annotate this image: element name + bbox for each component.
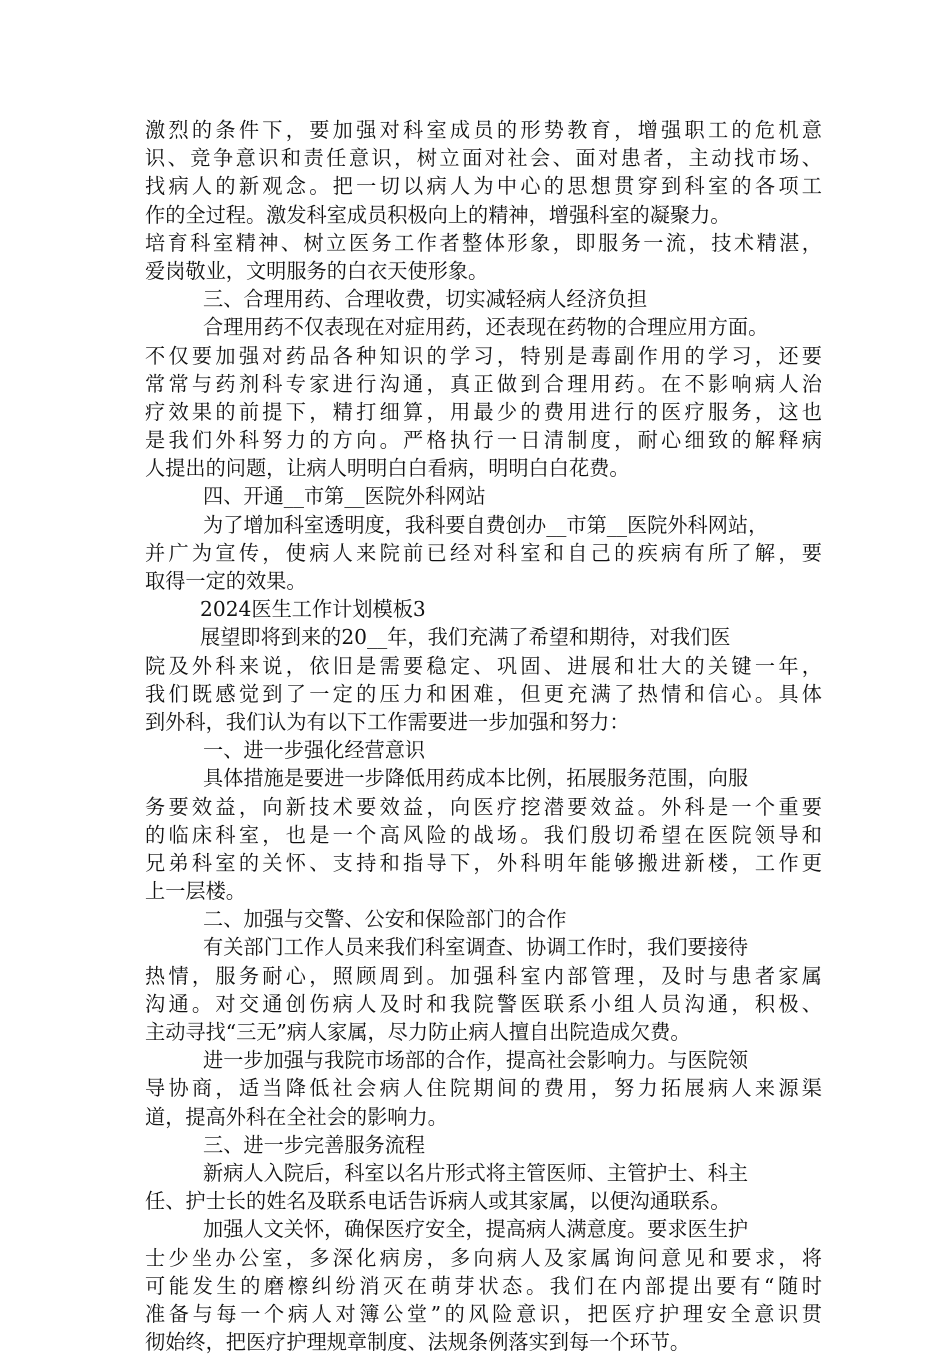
- text-line: 可能发生的磨檫纠纷消灭在萌芽状态。我们在内部提出要有“随时: [145, 1273, 822, 1298]
- text-line: 为了增加科室透明度，我科要自费创办__市第__医院外科网站，: [203, 512, 769, 537]
- text-line: 我们既感觉到了一定的压力和困难，但更充满了热情和信心。具体: [145, 681, 822, 706]
- text-line: 疗效果的前提下，精打细算，用最少的费用进行的医疗服务，这也: [145, 399, 822, 424]
- text-line: 常常与药剂科专家进行沟通，真正做到合理用药。在不影响病人治: [145, 371, 822, 396]
- text-line: 任、护士长的姓名及联系电话告诉病人或其家属，以便沟通联系。: [145, 1189, 731, 1214]
- text-line: 作的全过程。激发科室成员积极向上的精神，增强科室的凝聚力。: [145, 202, 731, 227]
- document-subtitle: 2024医生工作计划模板3: [200, 597, 426, 622]
- text-line: 合理用药不仅表现在对症用药，还表现在药物的合理应用方面。: [203, 315, 769, 340]
- text-line: 兄弟科室的关怀、支持和指导下，外科明年能够搬进新楼，工作更: [145, 850, 822, 875]
- text-line: 并广为宣传，使病人来院前已经对科室和自己的疾病有所了解，要: [145, 540, 822, 565]
- text-line: 是我们外科努力的方向。严格执行一日清制度，耐心细致的解释病: [145, 428, 822, 453]
- text-line: 彻始终，把医疗护理规章制度、法规条例落实到每一个环节。: [145, 1330, 691, 1355]
- text-line: 进一步加强与我院市场部的合作，提高社会影响力。与医院领: [203, 1048, 749, 1073]
- text-line: 的临床科室，也是一个高风险的战场。我们殷切希望在医院领导和: [145, 822, 822, 847]
- text-line: 展望即将到来的20__年，我们充满了希望和期待，对我们医: [200, 625, 731, 650]
- section-heading: 三、合理用药、合理收费，切实减轻病人经济负担: [203, 287, 648, 312]
- text-line: 不仅要加强对药品各种知识的学习，特别是毒副作用的学习，还要: [145, 343, 822, 368]
- text-line: 培育科室精神、树立医务工作者整体形象，即服务一流，技术精湛，: [145, 230, 822, 255]
- section-heading: 三、进一步完善服务流程: [203, 1132, 426, 1157]
- text-line: 院及外科来说，依旧是需要稳定、巩固、进展和壮大的关键一年，: [145, 653, 822, 678]
- section-heading: 二、加强与交警、公安和保险部门的合作: [203, 907, 567, 932]
- text-line: 道，提高外科在全社会的影响力。: [145, 1104, 448, 1129]
- text-line: 准备与每一个病人对簿公堂”的风险意识，把医疗护理安全意识贯: [145, 1301, 822, 1326]
- section-heading: 四、开通__市第__医院外科网站: [203, 484, 486, 509]
- section-heading: 一、进一步强化经营意识: [203, 738, 426, 763]
- text-line: 取得一定的效果。: [145, 569, 307, 593]
- text-line: 务要效益，向新技术要效益，向医疗挖潜要效益。外科是一个重要: [145, 794, 822, 819]
- text-line: 沟通。对交通创伤病人及时和我院警医联系小组人员沟通，积极、: [145, 991, 822, 1016]
- text-line: 上一层楼。: [145, 879, 246, 904]
- text-line: 识、竞争意识和责任意识，树立面对社会、面对患者，主动找市场、: [145, 146, 822, 171]
- text-line: 主动寻找“三无”病人家属，尽力防止病人擅自出院造成欠费。: [145, 1020, 691, 1044]
- text-line: 人提出的问题，让病人明明白白看病，明明白白花费。: [145, 456, 630, 481]
- text-line: 到外科，我们认为有以下工作需要进一步加强和努力：: [145, 709, 630, 734]
- text-line: 找病人的新观念。把一切以病人为中心的思想贯穿到科室的各项工: [145, 174, 822, 199]
- text-line: 有关部门工作人员来我们科室调查、协调工作时，我们要接待: [203, 935, 749, 960]
- text-line: 新病人入院后，科室以名片形式将主管医师、主管护士、科主: [203, 1160, 749, 1185]
- text-line: 爱岗敬业，文明服务的白衣天使形象。: [145, 258, 489, 283]
- text-line: 士少坐办公室，多深化病房，多向病人及家属询问意见和要求，将: [145, 1245, 822, 1270]
- text-line: 具体措施是要进一步降低用药成本比例，拓展服务范围，向服: [203, 766, 749, 791]
- text-line: 热情，服务耐心，照顾周到。加强科室内部管理，及时与患者家属: [145, 963, 822, 988]
- text-line: 导协商，适当降低社会病人住院期间的费用，努力拓展病人来源渠: [145, 1076, 822, 1101]
- text-line: 加强人文关怀，确保医疗安全，提高病人满意度。要求医生护: [203, 1217, 749, 1242]
- text-line: 激烈的条件下，要加强对科室成员的形势教育，增强职工的危机意: [145, 118, 822, 142]
